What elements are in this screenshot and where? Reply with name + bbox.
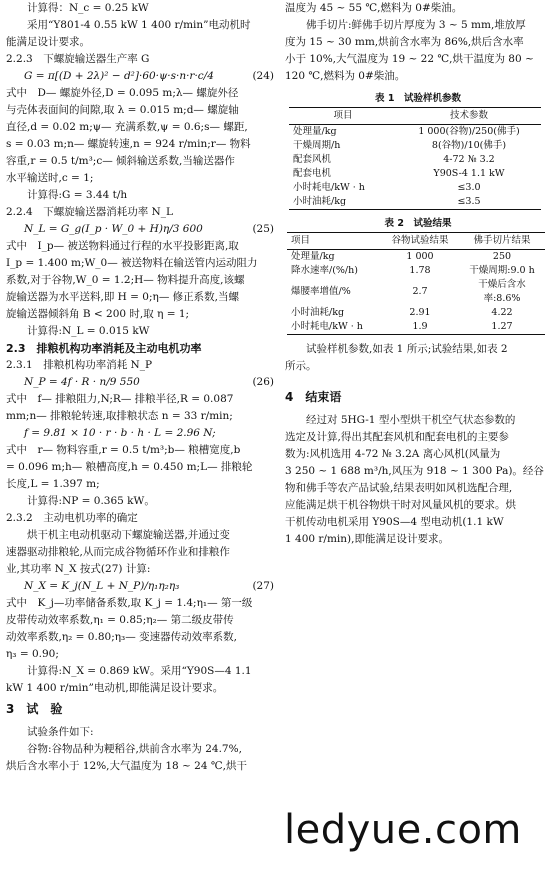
text-line: 小于 10%,大气温度为 19 ~ 22 ℃,烘干温度为 80 ~ (285, 53, 534, 65)
table-cell: 8(谷物)/10(佛手) (431, 140, 507, 151)
table2-header: 项目 (287, 233, 381, 250)
text-line: 谷物:谷物品种为粳稻谷,烘前含水率为 24.7%, (27, 743, 242, 755)
text-line: 式中 I_p— 被送物料通过行程的水平投影距离,取 (6, 240, 239, 252)
text-line: I_p = 1.400 m;W_0— 被送物料在输送管内运动阻力 (6, 257, 258, 269)
table-cell: 干燥后含水率:8.6% (478, 279, 526, 304)
text-line: s = 0.03 m;n— 螺旋转速,n = 924 r/min;r— 物料 (6, 138, 251, 150)
table-cell: 配套电机 (293, 168, 332, 179)
text-line: 计算得:G = 3.44 t/h (27, 189, 128, 201)
text-line: 所示。 (285, 360, 317, 372)
equation (6, 374, 274, 391)
text-line: 试验条件如下: (27, 726, 94, 738)
table-cell: 处理量/kg (293, 126, 337, 137)
equation (6, 578, 274, 595)
table-cell: 1.78 (409, 265, 431, 276)
table1-caption: 表 1 试验样机参数 (375, 93, 461, 104)
equation-number: (25) (252, 223, 274, 235)
equation (6, 68, 274, 85)
text-line: 式中 D— 螺旋外径,D = 0.095 m;λ— 螺旋外径 (6, 87, 239, 99)
table-row (287, 320, 545, 335)
section-heading: 2.3.2 主动电机功率的确定 (6, 512, 138, 524)
text-line: 式中 K_j—功率储备系数,取 K_j = 1.4;η₁— 第一级 (6, 597, 253, 609)
table-cell: 爆腰率增值/% (291, 286, 351, 297)
table1-header: 技术参数 (397, 108, 541, 125)
section-heading: 2.2.3 下螺旋输送器生产率 G (6, 53, 150, 65)
text-line: = 0.096 m;h— 粮槽高度,h = 0.450 m;L— 排粮轮 (6, 461, 253, 473)
table-cell: 干燥周期/h (293, 140, 341, 151)
section-heading: 2.3 排粮机构功率消耗及主动电机功率 (6, 342, 202, 355)
equation-body: G = π[(D + 2λ)² − d²]·60·ψ·s·n·r·c/4 (24, 70, 214, 82)
table-cell: 250 (492, 251, 512, 262)
table-cell: 2.7 (412, 286, 428, 297)
text-line: 式中 f— 排粮阻力,N;R— 排粮半径,R = 0.087 (6, 393, 234, 405)
table-row (287, 264, 545, 278)
table-cell: 4-72 № 3.2 (443, 154, 495, 165)
text-line: 水平输送时,c = 1; (6, 172, 94, 184)
table-cell: 1.9 (412, 321, 428, 332)
text-line: 3 试 验 (6, 702, 63, 716)
text-line: 干机传动电机采用 Y90S—4 型电动机(1.1 kW (285, 516, 504, 528)
text-line: 温度为 45 ~ 55 ℃,燃料为 0#柴油。 (285, 2, 463, 14)
text-line: 式中 r— 物料容重,r = 0.5 t/m³;b— 粮槽宽度,b (6, 444, 241, 456)
table-row (289, 125, 541, 140)
text-line: 容重,r = 0.5 t/m³;c— 倾斜输送系数,当输送器作 (6, 155, 235, 167)
table-row (289, 153, 541, 167)
equation-body: N_X = K_j(N_L + N_P)/η₁η₂η₃ (24, 580, 180, 592)
table2-caption: 表 2 试验结果 (384, 218, 452, 229)
text-line: mm;n— 排粮轮转速,取排粮状态 n = 33 r/min; (6, 410, 233, 422)
table1-header: 项目 (289, 108, 397, 125)
text-line: 度为 15 ~ 30 mm,烘前含水率为 86%,烘后含水率 (285, 36, 524, 48)
table-cell: 小时油耗/kg (293, 196, 347, 207)
table-cell: 小时油耗/kg (291, 307, 345, 318)
text-line: 烘干机主电动机驱动下螺旋输送器,并通过变 (27, 529, 230, 541)
text-line: 计算得：N_c = 0.25 kW (27, 2, 149, 14)
section-heading: 2.3.1 排粮机构功率消耗 N_P (6, 359, 153, 371)
text-line: 业,其功率 N_X 按式(27) 计算: (6, 563, 151, 575)
text-line: 试验样机参数,如表 1 所示;试验结果,如表 2 (306, 343, 508, 355)
table-1-parameters (289, 107, 541, 210)
section-heading: 2.2.4 下螺旋输送器消耗功率 N_L (6, 206, 173, 218)
table-cell: 处理量/kg (291, 251, 335, 262)
table-row (287, 250, 545, 265)
text-line: 直径,d = 0.02 m;ψ— 充满系数,ψ = 0.6;s— 螺距, (6, 121, 248, 133)
text-line: 与壳体表面间的间隙,取 λ = 0.015 m;d— 螺旋轴 (6, 104, 239, 116)
text-line: 3 250 ~ 1 688 m³/h,风压为 918 ~ 1 300 Pa)。经谷 (285, 465, 544, 477)
table-row (287, 306, 545, 320)
text-line: 计算得:N_X = 0.869 kW。采用“Y90S—4 1.1 (27, 665, 252, 677)
equation-number: (26) (252, 376, 274, 388)
text-line: 物和佛手等农产品试验,结果表明如风机选配合理, (285, 482, 513, 494)
text-line: 数为:风机选用 4-72 № 3.2A 离心风机(风量为 (285, 448, 501, 460)
table-row (289, 139, 541, 153)
equation-number: (24) (252, 70, 274, 82)
equation (6, 221, 274, 238)
text-line: 采用“Y801-4 0.55 kW 1 400 r/min”电动机时 (27, 19, 251, 31)
table-cell: 1 000 (406, 251, 434, 262)
text-line: 系数,对于谷物,W_0 = 1.2;H— 物料提升高度,该螺 (6, 274, 245, 286)
table-cell: 2.91 (409, 307, 431, 318)
table-cell: 降水速率/(%/h) (291, 265, 358, 276)
table-row (289, 195, 541, 210)
text-line: 烘后含水率小于 12%,大气温度为 18 ~ 24 ℃,烘干 (6, 760, 247, 772)
table-cell: Y90S-4 1.1 kW (433, 168, 505, 179)
section-4-heading: 4 结束语 (285, 390, 342, 404)
right-column (285, 0, 551, 548)
watermark: ledyue.com (284, 807, 522, 853)
left-column (6, 0, 274, 775)
table-cell: 干燥周期:9.0 h (469, 265, 535, 276)
text-line: 经过对 5HG-1 型小型烘干机空气状态参数的 (306, 414, 516, 426)
equation (6, 425, 274, 442)
equation-body: f = 9.81 × 10 · r · b · h · L = 2.96 N; (24, 427, 216, 439)
table-2-results (287, 232, 545, 335)
text-line: 计算得:NP = 0.365 kW。 (27, 495, 155, 507)
text-line: 能满足设计要求。 (6, 36, 90, 48)
table-cell: ≤3.0 (457, 182, 481, 193)
table-cell: 1.27 (491, 321, 513, 332)
text-line: 应能满足烘干机谷物烘干时对风量风机的要求。烘 (285, 499, 516, 511)
text-line: 动效率系数,η₂ = 0.80;η₃— 变速器传动效率系数, (6, 631, 237, 643)
text-line: 长度,L = 1.397 m; (6, 478, 100, 490)
equation-number: (27) (252, 580, 274, 592)
table-row (287, 278, 545, 306)
text-line: kW 1 400 r/min”电动机,即能满足设计要求。 (6, 682, 224, 694)
text-line: 旋输送器为水平送料,即 H = 0;η— 修正系数,当螺 (6, 291, 239, 303)
table-row (289, 167, 541, 181)
equation-body: N_L = G_g(I_p · W_0 + H)η/3 600 (24, 223, 203, 235)
text-line: 旋输送器倾斜角 B < 200 时,取 η = 1; (6, 308, 190, 320)
text-line: 计算得:N_L = 0.015 kW (27, 325, 150, 337)
table2-header: 谷物试验结果 (381, 233, 459, 250)
table-cell: 1 000(谷物)/250(佛手) (418, 126, 520, 137)
table-cell: 小时耗电/kW · h (291, 321, 363, 332)
text-line: 速器驱动排粮轮,从而完成谷物循环作业和排粮作 (6, 546, 230, 558)
table2-header: 佛手切片结果 (459, 233, 545, 250)
text-line: η₃ = 0.90; (6, 648, 59, 660)
table-cell: 配套风机 (293, 154, 332, 165)
table-cell: 4.22 (491, 307, 513, 318)
text-line: 佛手切片:鲜佛手切片厚度为 3 ~ 5 mm,堆放厚 (306, 19, 526, 31)
text-line: 皮带传动效率系数,η₁ = 0.85;η₂— 第二级皮带传 (6, 614, 234, 626)
text-line: 120 ℃,燃料为 0#柴油。 (285, 70, 406, 82)
equation-body: N_P = 4f · R · n/9 550 (24, 376, 140, 388)
text-line: 1 400 r/min),即能满足设计要求。 (285, 533, 449, 545)
table-cell: ≤3.5 (457, 196, 481, 207)
text-line: 选定及计算,得出其配套风机和配套电机的主要参 (285, 431, 509, 443)
table-cell: 小时耗电/kW · h (293, 182, 365, 193)
table-row (289, 181, 541, 195)
